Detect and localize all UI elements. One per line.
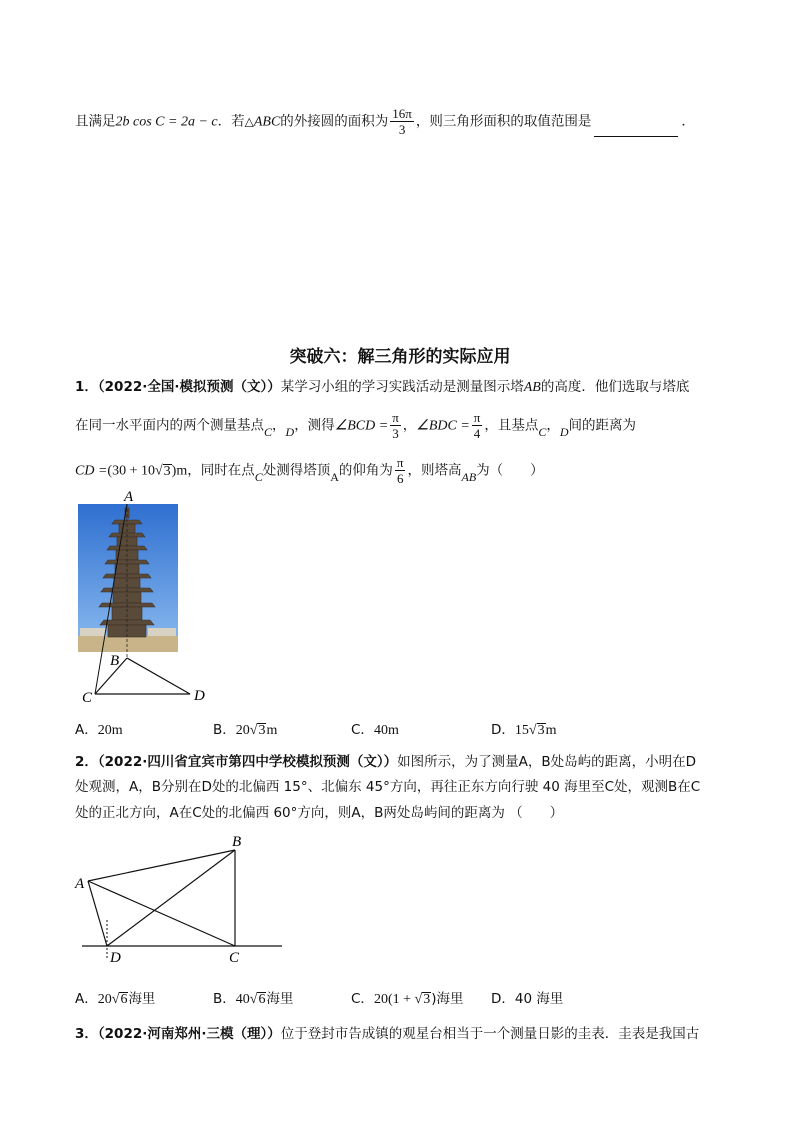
q2-option-d[interactable]: D．40 海里 [491, 991, 564, 1007]
q3-line-1: 3．（2022·河南郑州·三模（理））位于登封市告成镇的观星台相当于一个测量日影的圭表．圭表是我国古 [75, 1026, 700, 1042]
q2-line-3: 处的正北方向，A在C处的北偏西 60°方向，则A，B两处岛屿间的距离为 （ ） [75, 805, 564, 821]
svg-text:C: C [82, 690, 93, 706]
q2-option-a[interactable]: A．20√6海里 [75, 991, 156, 1007]
q1-line-1: 1．（2022·全国·模拟预测（文））某学习小组的学习实践活动是测量图示塔AB的高度．他们选取与塔底 [75, 379, 690, 395]
svg-text:D: D [110, 950, 121, 966]
q2-island-figure [70, 828, 300, 973]
q1-option-c[interactable]: C．40m [351, 722, 399, 738]
answer-blank[interactable] [594, 122, 678, 137]
area-fraction: $\frac{16\pi}{3}$ [392, 106, 412, 137]
svg-text:A: A [124, 489, 134, 505]
q1-option-d[interactable]: D．15√3m [491, 722, 557, 738]
q2-line-2: 处观测，A，B分别在D处的北偏西 15°、北偏东 45°方向，再往正东方向行驶 40 海里至C处，观测B在C [75, 779, 701, 795]
q2-option-b[interactable]: B．40√6海里 [213, 991, 294, 1007]
q2-line-1: 2．（2022·四川省宜宾市第四中学校模拟预测（文））如图所示，为了测量A，B处岛屿的距离，小明在D [75, 754, 697, 770]
svg-text:C: C [229, 950, 240, 966]
q1-line-3: CD =(30 + 10√3)m，同时在点C处测得塔顶A的仰角为 $\frac{\pi}{6}$ ，则塔高AB为（ ） [75, 455, 544, 486]
q2-option-c[interactable]: C．20(1 + √3)海里 [351, 991, 464, 1007]
section-heading: 突破六：解三角形的实际应用 [289, 347, 511, 367]
top-problem-line: 且满足2b cos C = 2a − c．若△ABC的外接圆的面积为 $\frac{16\pi}{3}$ ，则三角形面积的取值范围是 ． [75, 106, 695, 137]
svg-text:A: A [75, 876, 85, 892]
q1-line-2: 在同一水平面内的两个测量基点C，D，测得∠BCD = $\frac{\pi}{3}$ ，∠BDC = $\frac{\pi}{4}$ ，且基点C，D间的距离为 [75, 410, 637, 441]
svg-text:B: B [110, 653, 120, 669]
svg-text:D: D [194, 688, 205, 704]
q1-pagoda-figure [70, 488, 220, 708]
q1-option-a[interactable]: A．20m [75, 722, 123, 738]
condition-formula: 2b cos C = 2a − c [115, 114, 218, 130]
q1-option-b[interactable]: B．20√3m [213, 722, 278, 738]
svg-text:B: B [232, 834, 242, 850]
